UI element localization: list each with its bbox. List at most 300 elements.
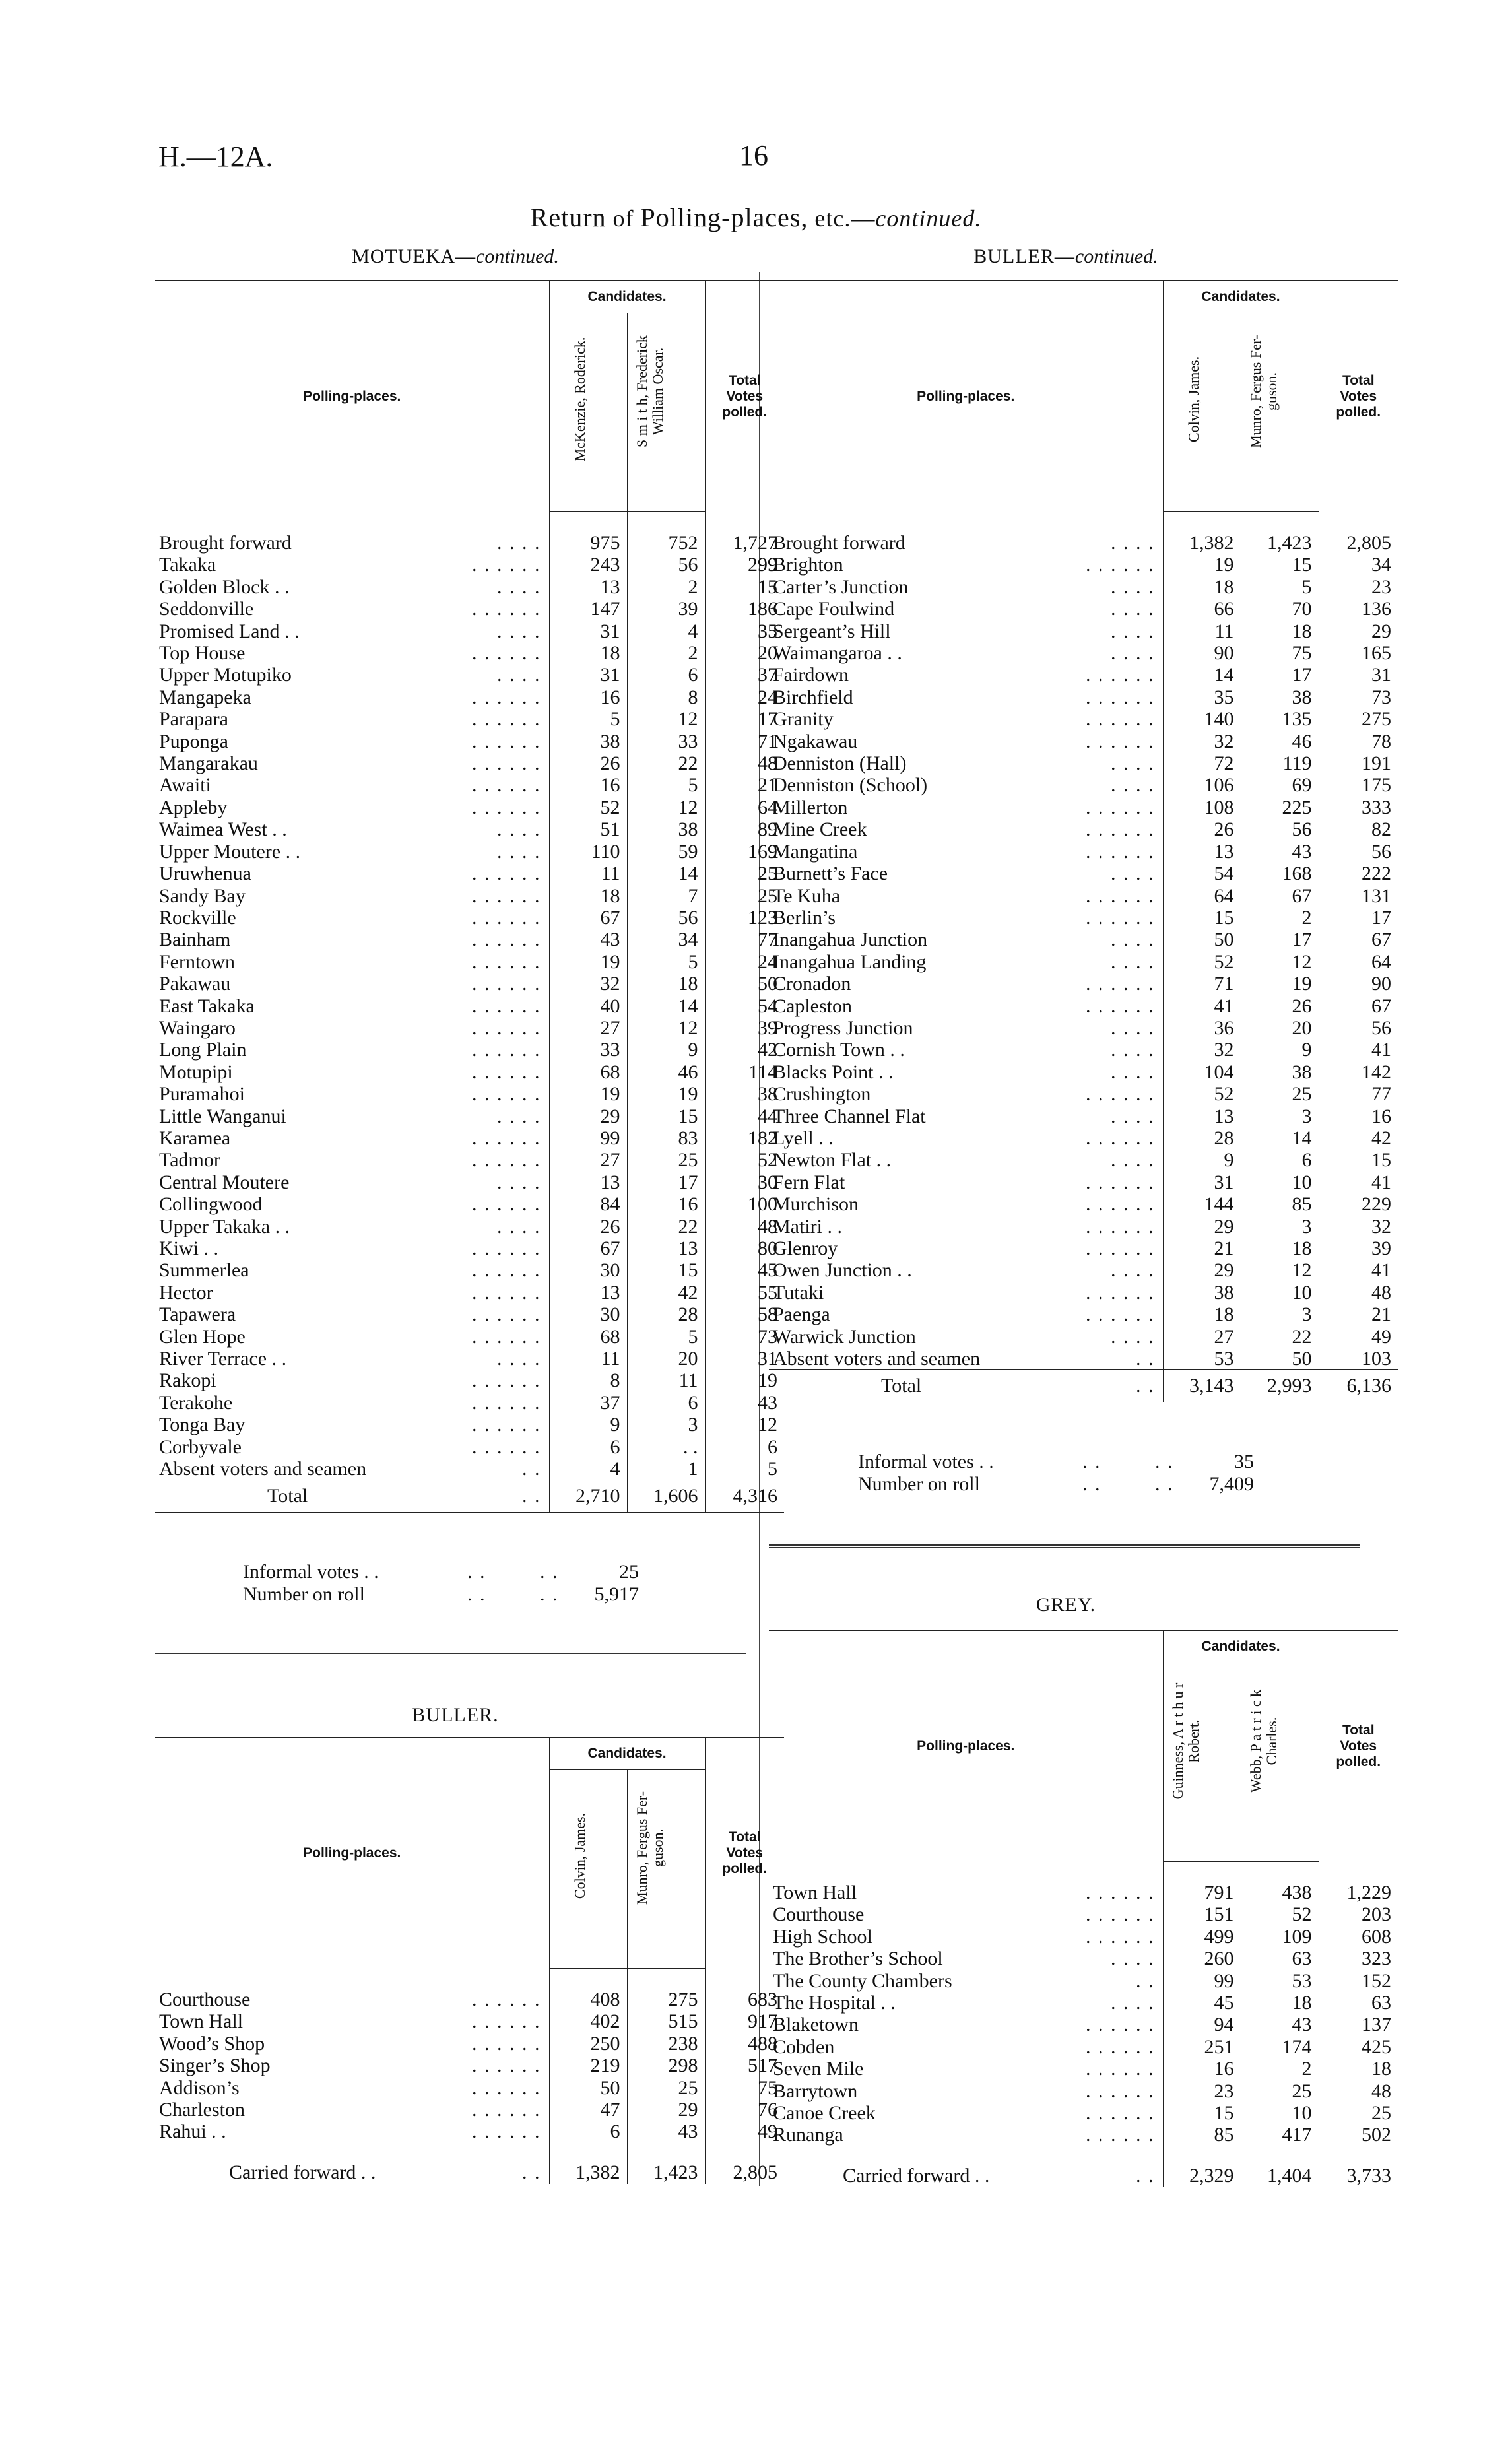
number-on-roll-label: Number on roll [858, 1473, 980, 1495]
table-row [769, 995, 1398, 1017]
leader-dots: . . . . . . [472, 950, 541, 973]
total-votes-cell: 15 [1319, 1149, 1398, 1171]
table-row [769, 512, 1398, 554]
total-votes-cell: 75 [705, 2077, 784, 2099]
candidate-votes-cell: 27 [1163, 1326, 1241, 1348]
candidate-votes-cell: 64 [1163, 885, 1241, 907]
table-row [155, 512, 784, 554]
total-votes-cell: 517 [705, 2055, 784, 2076]
polling-place-name: Paenga [773, 1303, 830, 1326]
polling-place-name: Te Kuha [773, 884, 841, 907]
polling-place-name: Karamea [159, 1127, 231, 1149]
table-row [155, 1061, 784, 1083]
candidate-votes-cell: 14 [1241, 1127, 1319, 1149]
candidate-votes-cell: 43 [1241, 841, 1319, 863]
leader-dots: . . . . . . [472, 554, 541, 576]
total-votes-cell: 16 [1319, 1105, 1398, 1127]
candidate-votes-cell: 68 [549, 1061, 627, 1083]
carried-forward-value: 3,733 [1319, 2146, 1398, 2187]
total-votes-cell: 229 [1319, 1193, 1398, 1215]
candidate-votes-cell: 72 [1163, 752, 1241, 774]
candidate-votes-cell: 20 [1241, 1017, 1319, 1039]
total-votes-cell: 52 [705, 1149, 784, 1171]
table-row [155, 598, 784, 620]
polling-place-name: Matiri . . [773, 1215, 842, 1237]
table-row [769, 1105, 1398, 1127]
leader-dots: . . . . . . [472, 1259, 541, 1282]
total-votes-cell: 123 [705, 907, 784, 929]
number-on-roll-value: 7,409 [1209, 1473, 1254, 1495]
leader-dots: . . . . [1111, 1948, 1155, 1970]
leader-dots: . . . . . . [472, 1237, 541, 1259]
total-votes-cell: 683 [705, 1969, 784, 2011]
candidate-votes-cell: 13 [1163, 841, 1241, 863]
table-row [155, 686, 784, 708]
candidate-votes-cell: 26 [549, 752, 627, 774]
carried-forward-label: Carried forward . . [843, 2165, 990, 2187]
leader-dots: . . . . . . [472, 1039, 541, 1061]
total-votes-cell: 131 [1319, 885, 1398, 907]
table-row [769, 2102, 1398, 2124]
candidate-votes-cell: 5 [627, 774, 705, 796]
total-label: Total [155, 1480, 445, 1513]
total-votes-cell: 90 [1319, 973, 1398, 995]
leader-dots: . . . . . . [1086, 1127, 1155, 1149]
polling-place-name: Cornish Town . . [773, 1039, 905, 1061]
buller-table [155, 1737, 784, 2184]
polling-places-header: Polling-places. [769, 1631, 1163, 1862]
candidate-votes-cell: 32 [1163, 731, 1241, 752]
candidate-votes-cell: 53 [1241, 1970, 1319, 1992]
candidate-votes-cell: 9 [1241, 1039, 1319, 1061]
leader-dots: . . . . . . [1086, 1237, 1155, 1259]
candidate-votes-cell: 17 [1241, 664, 1319, 686]
candidate-votes-cell: 11 [549, 1348, 627, 1369]
total-votes-cell: 31 [1319, 664, 1398, 686]
polling-place-name: Puramahoi [159, 1083, 245, 1105]
candidate-name-line: Munro, Fergus Fer- [634, 1791, 651, 1905]
motueka-end-rule [155, 1653, 746, 1654]
buller-summary [858, 1451, 1280, 1496]
candidate-votes-cell: 15 [627, 1105, 705, 1127]
polling-place-name: Upper Moutere . . [159, 840, 301, 863]
candidate-votes-cell: 15 [627, 1259, 705, 1281]
candidate-votes-cell: 99 [1163, 1970, 1241, 1992]
candidate-votes-cell: 11 [549, 863, 627, 884]
section-title-buller-continued: BULLER—continued. [973, 246, 1158, 267]
document-reference: H.—12A. [158, 141, 273, 173]
polling-place-name: Progress Junction [773, 1016, 913, 1039]
table-row [769, 774, 1398, 796]
candidate-votes-cell: 13 [1163, 1105, 1241, 1127]
leader-dots: . . . . . . [472, 929, 541, 951]
candidate-votes-cell: 4 [549, 1458, 627, 1480]
leader-dots: . . . . . . [472, 686, 541, 708]
leader-dots: . . . . . . [472, 1303, 541, 1326]
leader-dots: . . . . . . [472, 1127, 541, 1149]
candidate-votes-cell: 43 [1241, 2014, 1319, 2035]
total-votes-cell: 18 [1319, 2058, 1398, 2080]
polling-place-name: Owen Junction . . [773, 1259, 912, 1282]
candidate-votes-cell: 63 [1241, 1948, 1319, 1969]
candidate-votes-cell: 515 [627, 2010, 705, 2032]
candidate-votes-cell: 1,382 [1163, 512, 1241, 554]
candidate-name-line: S m i t h, Frederick [634, 335, 651, 447]
total-votes-cell: 425 [1319, 2036, 1398, 2058]
candidate-votes-cell: 417 [1241, 2124, 1319, 2146]
table-row [155, 1282, 784, 1303]
candidate-votes-cell: 18 [1241, 1992, 1319, 2014]
total-votes-cell: 275 [1319, 708, 1398, 730]
leader-dots: . . [467, 1561, 486, 1583]
carried-forward-value: 1,404 [1241, 2146, 1319, 2187]
candidate-votes-cell: 70 [1241, 598, 1319, 620]
candidate-votes-cell: 251 [1163, 2036, 1241, 2058]
table-row [769, 818, 1398, 840]
table-row [155, 1237, 784, 1259]
total-votes-header-line: Votes [1340, 388, 1377, 404]
candidate-votes-cell: 69 [1241, 774, 1319, 796]
candidate-votes-cell: 41 [1163, 995, 1241, 1017]
candidate-votes-cell: 2 [1241, 907, 1319, 929]
total-votes-cell: 55 [705, 1282, 784, 1303]
candidate-votes-cell: 16 [549, 686, 627, 708]
candidate-votes-cell: 29 [1163, 1216, 1241, 1237]
total-votes-cell: 45 [705, 1259, 784, 1281]
total-votes-cell: 222 [1319, 863, 1398, 884]
total-votes-cell: 165 [1319, 642, 1398, 664]
candidate-votes-cell: 67 [1241, 885, 1319, 907]
candidate-votes-cell: 27 [549, 1017, 627, 1039]
candidate-votes-cell: 21 [1163, 1237, 1241, 1259]
candidate-votes-cell: 46 [627, 1061, 705, 1083]
table-row [769, 554, 1398, 576]
polling-place-name: Bainham [159, 929, 231, 951]
polling-place-name: Inangahua Landing [773, 950, 927, 973]
candidate-votes-cell: 275 [627, 1969, 705, 2011]
total-votes-cell: 29 [1319, 620, 1398, 642]
total-votes-cell: 64 [1319, 951, 1398, 973]
candidate-votes-cell: 56 [627, 907, 705, 929]
candidate-votes-cell: 18 [549, 642, 627, 664]
section-title-motueka: MOTUEKA—continued. [352, 246, 559, 267]
informal-votes-label: Informal votes . . [858, 1451, 994, 1472]
candidate-votes-cell: 35 [1163, 686, 1241, 708]
polling-places-header: Polling-places. [155, 281, 549, 512]
table-row [769, 752, 1398, 774]
candidate-votes-cell: 47 [549, 2099, 627, 2121]
candidates-header: Candidates. [549, 281, 705, 313]
candidate-votes-cell: 1,423 [1241, 512, 1319, 554]
buller-continued-table [769, 280, 1398, 1402]
leader-dots: . . . . . . [472, 2032, 541, 2055]
table-row [769, 731, 1398, 752]
candidate-votes-cell: 94 [1163, 2014, 1241, 2035]
candidate-votes-cell: 22 [627, 1216, 705, 1237]
total-votes-cell: 114 [705, 1061, 784, 1083]
leader-dots: . . [1082, 1473, 1101, 1495]
candidate-votes-cell: 30 [549, 1303, 627, 1325]
candidate-votes-cell: 10 [1241, 2102, 1319, 2124]
polling-place-name: Addison’s [159, 2076, 240, 2099]
leader-dots: . . . . . . [1086, 1193, 1155, 1216]
candidate-name-line: guson. [649, 1828, 667, 1868]
candidate-votes-cell: 238 [627, 2033, 705, 2055]
candidate-votes-cell: 791 [1163, 1862, 1241, 1904]
table-row [155, 642, 784, 664]
carried-forward-value: 2,329 [1163, 2146, 1241, 2187]
polling-place-name: The County Chambers [773, 1969, 952, 1992]
total-votes-cell: 203 [1319, 1903, 1398, 1925]
candidate-votes-cell: 38 [627, 818, 705, 840]
table-row [155, 1414, 784, 1435]
grey-table [769, 1630, 1398, 2187]
candidate-votes-cell: 6 [549, 2121, 627, 2142]
carried-forward-row [769, 2146, 1398, 2187]
total-votes-header-line: Total [1342, 372, 1375, 388]
total-votes-cell: 35 [705, 620, 784, 642]
total-votes-cell: 5 [705, 1458, 784, 1480]
total-votes-cell: 38 [705, 1083, 784, 1105]
table-row [769, 1083, 1398, 1105]
total-votes-cell: 76 [705, 2099, 784, 2121]
leader-dots: . . . . . . [1086, 1903, 1155, 1926]
leader-dots: . . . . . . [472, 884, 541, 907]
total-votes-cell: 23 [1319, 576, 1398, 598]
candidate-votes-cell: 2 [627, 642, 705, 664]
candidate-votes-cell: 50 [549, 2077, 627, 2099]
candidate-votes-cell: 18 [549, 885, 627, 907]
polling-place-name: Ferntown [159, 950, 235, 973]
table-row [769, 1970, 1398, 1992]
polling-place-name: Central Moutere [159, 1171, 290, 1193]
candidate-votes-cell: 66 [1163, 598, 1241, 620]
candidate-votes-cell: 71 [1163, 973, 1241, 995]
candidate-votes-cell: 18 [1163, 576, 1241, 598]
candidate-votes-cell: 16 [549, 774, 627, 796]
candidate-votes-cell: 18 [627, 973, 705, 995]
candidate-votes-cell: 402 [549, 2010, 627, 2032]
polling-place-name: Town Hall [159, 2010, 244, 2033]
leader-dots: . . . . . . [472, 1435, 541, 1458]
candidate-votes-cell: 33 [627, 731, 705, 752]
leader-dots: . . [467, 1583, 486, 1605]
candidate-votes-cell: 22 [1241, 1326, 1319, 1348]
table-row [155, 1017, 784, 1039]
leader-dots: . . . . . . [472, 708, 541, 731]
total-votes-header [1319, 281, 1398, 512]
candidate-votes-cell: 225 [1241, 797, 1319, 818]
candidate-name-line: McKenzie, Roderick. [572, 337, 589, 462]
table-row [769, 1039, 1398, 1061]
polling-place-name: The Brother’s School [773, 1948, 943, 1970]
candidate-votes-cell: 59 [627, 841, 705, 863]
candidate-votes-cell: 168 [1241, 863, 1319, 884]
polling-place-name: Brighton [773, 554, 843, 576]
candidate-votes-cell: 12 [1241, 1259, 1319, 1281]
candidate-votes-cell: 38 [549, 731, 627, 752]
candidate-votes-cell: 25 [1241, 1083, 1319, 1105]
polling-place-name: Fern Flat [773, 1171, 845, 1193]
candidate-name-line: guson. [1263, 372, 1280, 411]
total-votes-cell: 17 [705, 708, 784, 730]
total-votes-cell: 6 [705, 1436, 784, 1458]
polling-place-name: Rakopi [159, 1369, 216, 1392]
total-votes-cell: 56 [1319, 1017, 1398, 1039]
informal-votes-row [858, 1451, 1280, 1473]
candidate-votes-cell: 106 [1163, 774, 1241, 796]
candidate-votes-cell: 6 [1241, 1149, 1319, 1171]
leader-dots: . . . . . . [1086, 906, 1155, 929]
leader-dots: . . . . [497, 1348, 541, 1370]
candidate-votes-cell: 16 [1163, 2058, 1241, 2080]
table-row [155, 907, 784, 929]
total-value: 6,136 [1319, 1370, 1398, 1402]
total-votes-cell: 48 [705, 752, 784, 774]
table-row [155, 995, 784, 1017]
polling-place-name: Rahui . . [159, 2121, 226, 2143]
candidate-votes-cell: 15 [1163, 2102, 1241, 2124]
section-title-grey: GREY. [1035, 1594, 1096, 1616]
table-row [769, 1926, 1398, 1948]
total-votes-cell: 186 [705, 598, 784, 620]
total-value: 4,316 [705, 1480, 784, 1513]
candidate-votes-cell: 4 [627, 620, 705, 642]
candidate-votes-cell: 50 [1163, 929, 1241, 950]
candidate-votes-cell: 10 [1241, 1171, 1319, 1193]
total-value: 2,710 [549, 1480, 627, 1513]
leader-dots: . . . . . . [1086, 1881, 1155, 1903]
leader-dots: . . . . . . [1086, 2058, 1155, 2080]
leader-dots: . . . . . . [1086, 1303, 1155, 1326]
polling-place-name: Mangapeka [159, 686, 251, 708]
leader-dots: . . . . . . [472, 1193, 541, 1216]
candidate-votes-cell: 18 [1241, 620, 1319, 642]
leader-dots: . . . . [1111, 642, 1155, 665]
carried-forward-value: 1,382 [549, 2143, 627, 2184]
table-row [155, 1193, 784, 1215]
total-value: 1,606 [627, 1480, 705, 1513]
candidate-name-line: Guinness, A r t h u r [1169, 1682, 1187, 1800]
candidate-votes-cell: 408 [549, 1969, 627, 2011]
candidate-name-line: Robert. [1185, 1719, 1202, 1763]
leader-dots: . . . . . . [472, 1149, 541, 1171]
polling-place-name: Waimea West . . [159, 818, 287, 841]
candidate-votes-cell: 25 [1241, 2080, 1319, 2102]
table-row [769, 1282, 1398, 1303]
polling-place-name: Runanga [773, 2124, 843, 2146]
polling-place-name: Blacks Point . . [773, 1061, 894, 1083]
candidate-votes-cell: 43 [549, 929, 627, 950]
polling-place-name: Kiwi . . [159, 1237, 218, 1259]
polling-place-name: Singer’s Shop [159, 2055, 271, 2077]
leader-dots: . . . . . . [472, 2099, 541, 2121]
candidate-votes-cell: 15 [1241, 554, 1319, 576]
carried-forward-label: Carried forward . . [229, 2161, 376, 2184]
candidate-votes-cell: 31 [549, 620, 627, 642]
candidate-votes-cell: 19 [549, 1083, 627, 1105]
polling-place-name: Awaiti [159, 774, 211, 797]
table-row [155, 1436, 784, 1458]
candidate-votes-cell: 99 [549, 1127, 627, 1149]
candidates-header: Candidates. [549, 1738, 705, 1770]
candidate-votes-cell: 56 [627, 554, 705, 576]
leader-dots: . . . . [1111, 576, 1155, 598]
total-votes-cell: 17 [1319, 907, 1398, 929]
leader-dots: . . . . . . [472, 1414, 541, 1436]
total-votes-cell: 24 [705, 951, 784, 973]
polling-place-name: Berlin’s [773, 906, 836, 929]
candidate-votes-cell: 43 [627, 2121, 705, 2142]
candidate-votes-cell: 25 [627, 2077, 705, 2099]
polling-place-name: Upper Takaka . . [159, 1215, 290, 1237]
total-votes-cell: 41 [1319, 1259, 1398, 1281]
leader-dots: . . [1136, 1348, 1155, 1370]
leader-dots: . . . . [1111, 531, 1155, 554]
total-votes-cell: 48 [1319, 1282, 1398, 1303]
total-votes-cell: 41 [1319, 1039, 1398, 1061]
polling-place-name: Seven Mile [773, 2058, 864, 2080]
candidate-votes-cell: 13 [627, 1237, 705, 1259]
leader-dots: . . . . . . [472, 2010, 541, 2033]
candidate-votes-cell: 6 [627, 664, 705, 686]
table-row [769, 1903, 1398, 1925]
leader-dots: . . . . . . [1086, 2102, 1155, 2125]
table-row [769, 973, 1398, 995]
candidate-name-header [627, 1770, 705, 1969]
candidate-name-header [627, 313, 705, 512]
leader-dots: . . . . . . [472, 598, 541, 620]
candidate-votes-cell: 104 [1163, 1061, 1241, 1083]
table-row [155, 774, 784, 796]
leader-dots: . . . . . . [472, 2076, 541, 2099]
polling-places-header: Polling-places. [155, 1738, 549, 1969]
total-votes-cell: 142 [1319, 1061, 1398, 1083]
table-row [155, 708, 784, 730]
table-row [769, 1948, 1398, 1969]
candidate-votes-cell: 50 [1241, 1348, 1319, 1370]
table-row [155, 841, 784, 863]
candidate-votes-cell: 85 [1163, 2124, 1241, 2146]
candidate-votes-cell: 438 [1241, 1862, 1319, 1904]
polling-place-name: Glen Hope [159, 1325, 246, 1348]
table-row [769, 929, 1398, 950]
total-votes-cell: 488 [705, 2033, 784, 2055]
leader-dots: . . [1136, 1969, 1155, 1992]
table-row [769, 863, 1398, 884]
candidate-votes-cell: 19 [627, 1083, 705, 1105]
candidate-name-line: Colvin, James. [572, 1812, 589, 1899]
buller-end-rule [769, 1544, 1360, 1548]
table-row [769, 642, 1398, 664]
candidate-votes-cell: 90 [1163, 642, 1241, 664]
polling-place-name: Barrytown [773, 2080, 858, 2102]
polling-place-name: Parapara [159, 708, 228, 731]
candidate-votes-cell: 147 [549, 598, 627, 620]
polling-place-name: Upper Motupiko [159, 664, 292, 686]
total-votes-cell: 21 [705, 774, 784, 796]
leader-dots: . . . . . . [1086, 2124, 1155, 2146]
candidate-votes-cell: 17 [1241, 929, 1319, 950]
table-row [769, 2124, 1398, 2146]
leader-dots: . . . . . . [472, 973, 541, 995]
table-row [769, 907, 1398, 929]
table-row [155, 929, 784, 950]
table-row [155, 620, 784, 642]
leader-dots: . . . . [497, 531, 541, 554]
total-votes-header-line: polled. [722, 1861, 768, 1876]
polling-place-name: Cronadon [773, 973, 851, 995]
